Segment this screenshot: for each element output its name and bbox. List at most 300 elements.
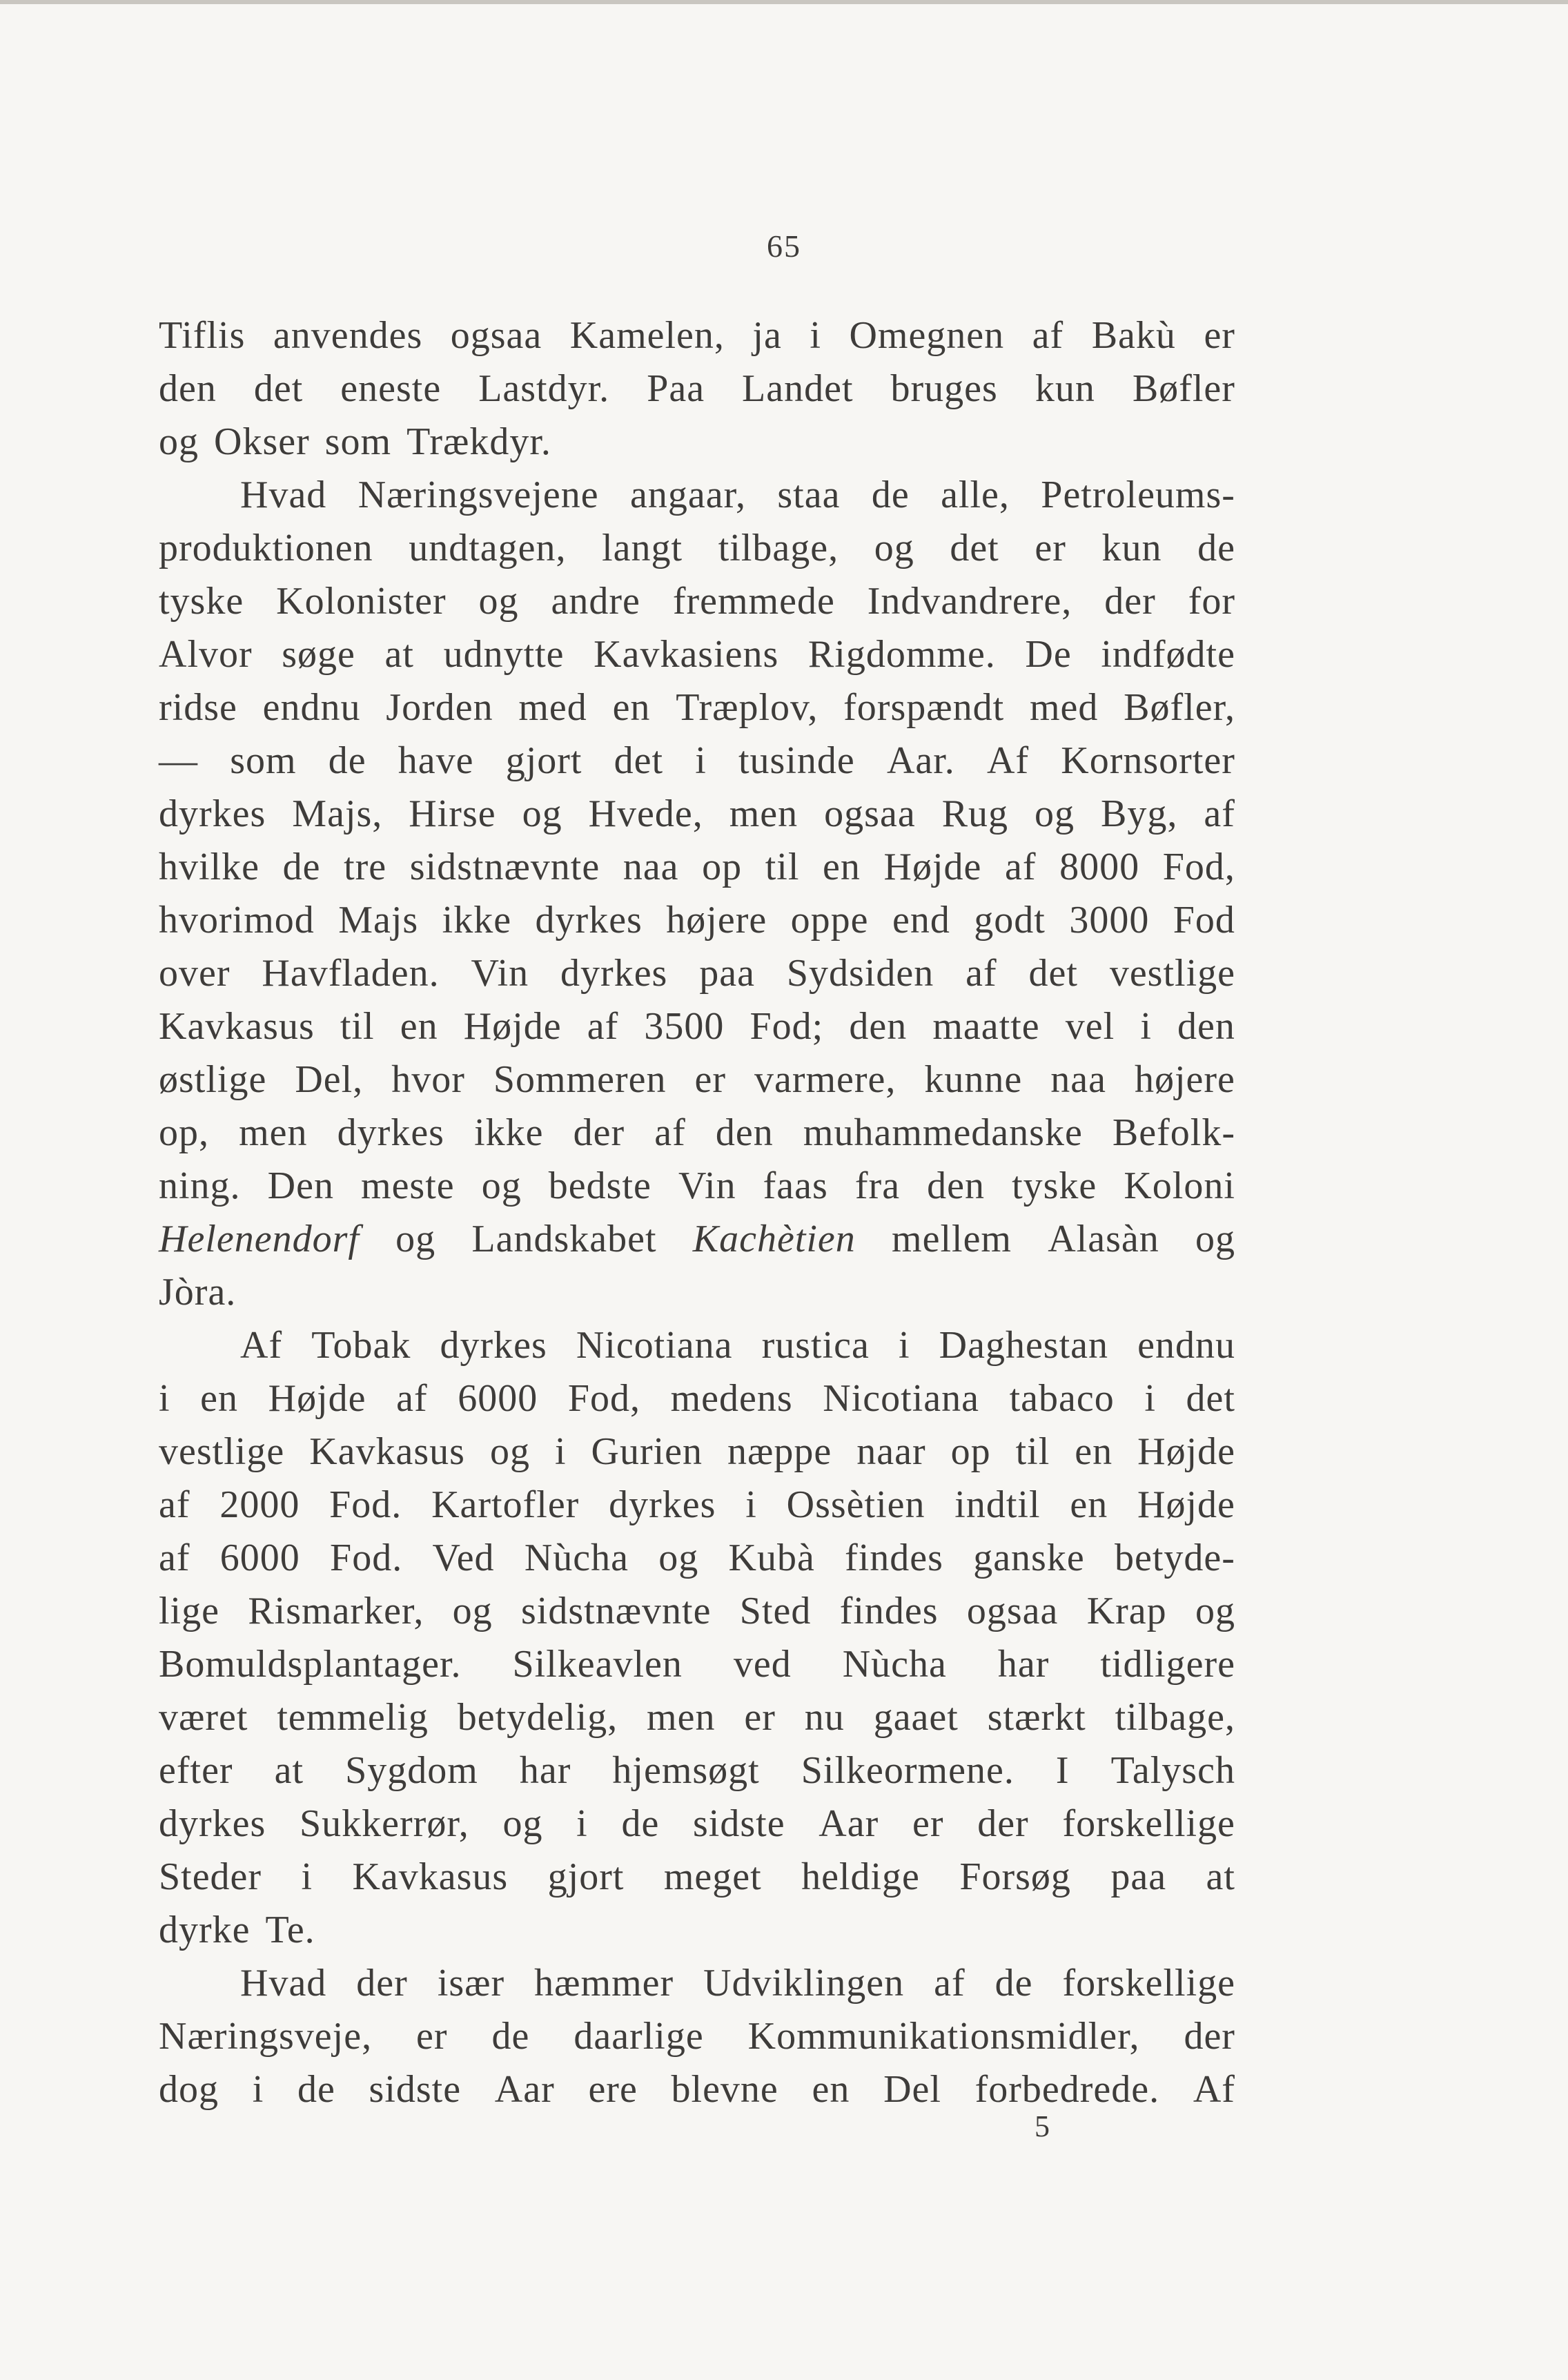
word: med (518, 686, 587, 729)
text-line (159, 681, 1235, 734)
word: Næringsvejene (357, 474, 599, 516)
text-line (159, 1585, 1235, 1638)
word: til (1015, 1430, 1050, 1473)
word: at (384, 633, 414, 676)
word: sidste (693, 1802, 785, 1845)
word: Fod (1173, 899, 1235, 942)
word: er (1204, 314, 1235, 357)
word: og (395, 1218, 436, 1260)
word: forbedrede. (974, 2068, 1160, 2111)
word: af (159, 1537, 190, 1579)
word: den (159, 367, 217, 410)
word: er (1035, 527, 1066, 569)
word: de (282, 846, 321, 888)
word: de (491, 2015, 530, 2058)
word: Tiflis (159, 314, 246, 357)
word: en (612, 686, 651, 729)
word: i (159, 1377, 170, 1420)
word: gjort (547, 1855, 625, 1898)
word: af (966, 952, 997, 995)
word: Bomuldsplantager. (159, 1643, 462, 1686)
word: dyrkes (159, 1802, 266, 1845)
word: gjort (505, 739, 582, 782)
word: endnu (262, 686, 361, 729)
word: Majs, (292, 792, 383, 835)
word: er (694, 1058, 726, 1101)
word: mellem (892, 1218, 1012, 1260)
word: en (400, 1005, 438, 1048)
word: Rug (941, 792, 1009, 835)
word: naar (856, 1430, 926, 1473)
word: rustica (761, 1324, 870, 1367)
word: Lastdyr. (478, 367, 610, 410)
word: Landskabet (471, 1218, 657, 1260)
word: 3500 (644, 1005, 725, 1048)
word: Fod. (330, 1537, 403, 1579)
word: er (416, 2015, 448, 2058)
word: Kubà (728, 1537, 815, 1579)
word: op, (159, 1111, 209, 1154)
word: Højde (463, 1005, 562, 1048)
word: Kamelen, (569, 314, 725, 357)
word: især (437, 1962, 505, 2005)
word: naa (623, 846, 679, 888)
word: Del (883, 2068, 941, 2111)
word: Indvandrere, (867, 580, 1072, 623)
word: alle, (941, 474, 1010, 516)
text-line (159, 894, 1235, 947)
word: hæmmer (534, 1962, 674, 2005)
word: i (554, 1430, 567, 1473)
word: 3000 (1069, 899, 1150, 942)
word: Hirse (409, 792, 496, 835)
word: Af (987, 739, 1030, 782)
word: i (301, 1855, 313, 1898)
word: indfødte (1101, 633, 1235, 676)
word: produktionen (159, 527, 373, 569)
word: en (812, 2068, 850, 2111)
text-line (159, 1160, 1235, 1213)
word: varmere, (754, 1058, 896, 1101)
word: til (765, 846, 800, 888)
word: og (1195, 1218, 1235, 1260)
word: at (1206, 1855, 1235, 1898)
signature-mark: 5 (1035, 2109, 1050, 2143)
text-line (159, 1266, 1235, 1319)
word: over (159, 952, 231, 995)
word: Kommunikationsmidler, (747, 2015, 1140, 2058)
word: ogsaa (824, 792, 916, 835)
word: Bøfler (1132, 367, 1235, 410)
word: langt (602, 527, 683, 569)
word: findes (839, 1590, 939, 1632)
word: forskellige (1062, 1962, 1235, 2005)
word: en (200, 1377, 239, 1420)
word: I (1055, 1749, 1070, 1792)
word: Fod, (1162, 846, 1235, 888)
word: Nicotiana (823, 1377, 979, 1420)
word: undtagen, (409, 527, 567, 569)
word: og (1035, 792, 1075, 835)
word: forspændt (843, 686, 1005, 729)
word: Jorden (386, 686, 493, 729)
word: have (398, 739, 474, 782)
word: medens (670, 1377, 793, 1420)
word: Byg, (1101, 792, 1178, 835)
word: Trækdyr. (406, 420, 551, 463)
word: af (587, 1005, 619, 1048)
word: i (898, 1324, 910, 1367)
word: dyrkes (159, 792, 266, 835)
word: Gurien (591, 1430, 703, 1473)
word: Te. (265, 1909, 315, 1951)
word: Fod. (329, 1483, 402, 1526)
text-line (159, 788, 1235, 841)
word: af (934, 1962, 966, 2005)
word: dog (159, 2068, 219, 2111)
word: Bakù (1091, 314, 1176, 357)
word: men (647, 1696, 716, 1739)
word: af (1204, 792, 1235, 835)
word: der (356, 1962, 408, 2005)
word: blevne (671, 2068, 778, 2111)
word: vestlige (159, 1430, 285, 1473)
word: i (745, 1483, 757, 1526)
word: ikke (474, 1111, 544, 1154)
word: forskellige (1062, 1802, 1235, 1845)
word: hvorimod (159, 899, 315, 942)
word: ridse (159, 686, 237, 729)
word: Højde (268, 1377, 366, 1420)
word: Bøfler, (1124, 686, 1235, 729)
word: en (823, 846, 861, 888)
word: vestlige (1109, 952, 1235, 995)
word: Udviklingen (703, 1962, 905, 2005)
word: ogsaa (450, 314, 542, 357)
word: daarlige (574, 2015, 704, 2058)
text-line (159, 1691, 1235, 1744)
word: Nùcha (842, 1643, 947, 1686)
word: i (252, 2068, 264, 2111)
word: dyrkes (535, 899, 643, 942)
text-line (159, 362, 1235, 416)
word: staa (777, 474, 841, 516)
word: meste (361, 1164, 455, 1207)
word: har (997, 1643, 1050, 1686)
word: til (340, 1005, 375, 1048)
word: højere (1134, 1058, 1235, 1101)
word: lige (159, 1590, 219, 1632)
word: af (159, 1483, 190, 1526)
word: kun (1101, 527, 1162, 569)
word: 6000 (219, 1537, 300, 1579)
word: i (1144, 1377, 1156, 1420)
word: den (715, 1111, 774, 1154)
word: Kavkasus (352, 1855, 509, 1898)
word: anvendes (273, 314, 423, 357)
word: oppe (790, 899, 869, 942)
word: der (1104, 580, 1156, 623)
word: at (274, 1749, 304, 1792)
word: 2000 (219, 1483, 300, 1526)
word: Hvede, (588, 792, 703, 835)
word: østlige (159, 1058, 267, 1101)
word: naa (1050, 1058, 1106, 1101)
word: tyske (159, 580, 244, 623)
word: sidstnævnte (521, 1590, 712, 1632)
word: Jòra. (159, 1271, 237, 1314)
word: de (871, 474, 910, 516)
word: findes (845, 1537, 943, 1579)
word: Den (267, 1164, 334, 1207)
word: dyrkes (337, 1111, 444, 1154)
word: der (977, 1802, 1029, 1845)
word: er (744, 1696, 776, 1739)
word: sidste (369, 2068, 462, 2111)
word: paa (1110, 1855, 1167, 1898)
word: udnytte (443, 633, 565, 676)
word: det (614, 739, 664, 782)
word: paa (699, 952, 755, 995)
word: Ved (432, 1537, 495, 1579)
word: Sukkerrør, (300, 1802, 469, 1845)
word: men (239, 1111, 308, 1154)
text-line (159, 1213, 1235, 1266)
word: og (452, 1590, 493, 1632)
word: bedste (548, 1164, 651, 1207)
text-line (159, 1638, 1235, 1691)
word: ved (733, 1643, 792, 1686)
text-line (159, 575, 1235, 628)
word: af (1032, 314, 1064, 357)
word: angaar, (630, 474, 746, 516)
word: og (481, 1164, 522, 1207)
word: de (328, 739, 366, 782)
text-line (159, 947, 1235, 1000)
word: muhammedanske (803, 1111, 1083, 1154)
word: Steder (159, 1855, 262, 1898)
word: Nicotiana (576, 1324, 733, 1367)
word: Sted (739, 1590, 812, 1632)
word: Aar (819, 1802, 879, 1845)
word: Silkeormene. (801, 1749, 1015, 1792)
word: Alasàn (1048, 1218, 1159, 1260)
text-line (159, 841, 1235, 894)
word: og (489, 1430, 530, 1473)
word: Højde (883, 846, 982, 888)
word: som (324, 420, 392, 463)
word: Nùcha (524, 1537, 629, 1579)
word: og (159, 420, 199, 463)
word: Fod; (749, 1005, 824, 1048)
word: Koloni (1124, 1164, 1235, 1207)
word: Helenendorf (159, 1218, 360, 1260)
word: ganske (973, 1537, 1085, 1579)
word: Del, (295, 1058, 364, 1101)
text-line (159, 1053, 1235, 1106)
word: og (874, 527, 914, 569)
word: er (912, 1802, 944, 1845)
word: temmelig (277, 1696, 429, 1739)
word: Hvad (240, 1962, 327, 2005)
word: tre (344, 846, 387, 888)
text-line (159, 416, 1235, 469)
word: Kavkasus (309, 1430, 465, 1473)
text-line (159, 1479, 1235, 1532)
word: Befolk- (1112, 1111, 1235, 1154)
word: Petroleums- (1041, 474, 1235, 516)
text-line (159, 469, 1235, 522)
word: hvilke (159, 846, 259, 888)
word: 8000 (1059, 846, 1140, 888)
word: Ossètien (786, 1483, 925, 1526)
word: op (702, 846, 743, 888)
word: af (396, 1377, 428, 1420)
word: som (230, 739, 297, 782)
word: godt (974, 899, 1046, 942)
word: Sydsiden (786, 952, 934, 995)
word: det (1186, 1377, 1235, 1420)
word: den (927, 1164, 985, 1207)
word: dyrkes (609, 1483, 716, 1526)
word: Tobak (311, 1324, 411, 1367)
word: Okser (214, 420, 310, 463)
word: indtil (954, 1483, 1041, 1526)
word: med (1029, 686, 1099, 729)
word: Daghestan (939, 1324, 1108, 1367)
word: ogsaa (966, 1590, 1059, 1632)
word: Af (1193, 2068, 1235, 2111)
word: 6000 (458, 1377, 538, 1420)
word: dyrkes (440, 1324, 547, 1367)
word: Hvad (240, 474, 327, 516)
word: Silkeavlen (512, 1643, 683, 1686)
word: de (1197, 527, 1235, 569)
word: Paa (647, 367, 705, 410)
word: og (522, 792, 562, 835)
word: dyrke (159, 1909, 251, 1951)
word: Krap (1086, 1590, 1167, 1632)
word: Kachètien (692, 1218, 856, 1260)
word: Aar. (886, 739, 955, 782)
word: tilbage, (1115, 1696, 1235, 1739)
word: betyde- (1114, 1537, 1235, 1579)
text-line (159, 2063, 1235, 2116)
word: højere (666, 899, 767, 942)
text-line (159, 1372, 1235, 1425)
word: Sygdom (345, 1749, 478, 1792)
page-top-edge (0, 0, 1568, 4)
word: Landet (742, 367, 854, 410)
word: den (1177, 1005, 1235, 1048)
word: Rismarker, (248, 1590, 424, 1632)
word: i (576, 1802, 588, 1845)
text-line (159, 1106, 1235, 1160)
word: ning. (159, 1164, 241, 1207)
word: en (1075, 1430, 1113, 1473)
text-line (159, 1425, 1235, 1479)
word: — (159, 739, 198, 782)
word: heldige (801, 1855, 920, 1898)
body-text (159, 309, 1235, 2116)
text-line (159, 2010, 1235, 2063)
word: tilbage, (718, 527, 839, 569)
word: Vin (471, 952, 529, 995)
word: Højde (1137, 1430, 1235, 1473)
word: det (1028, 952, 1078, 995)
word: det (253, 367, 304, 410)
word: en (1070, 1483, 1108, 1526)
word: Majs (338, 899, 419, 942)
word: det (950, 527, 999, 569)
word: i (1140, 1005, 1152, 1048)
word: Omegnen (849, 314, 1005, 357)
word: kun (1035, 367, 1095, 410)
word: ikke (442, 899, 512, 942)
word: i (810, 314, 821, 357)
word: og (478, 580, 519, 623)
word: end (892, 899, 950, 942)
word: stærkt (987, 1696, 1086, 1739)
word: maatte (932, 1005, 1040, 1048)
text-line (159, 1532, 1235, 1585)
word: Havfladen. (262, 952, 440, 995)
word: endnu (1137, 1324, 1235, 1367)
word: dyrkes (560, 952, 668, 995)
word: Kartofler (431, 1483, 580, 1526)
word: tabaco (1009, 1377, 1115, 1420)
word: eneste (340, 367, 442, 410)
word: de (297, 2068, 335, 2111)
word: Talysch (1110, 1749, 1235, 1792)
word: hvor (391, 1058, 465, 1101)
word: Forsøg (959, 1855, 1071, 1898)
text-line (159, 1744, 1235, 1797)
word: næppe (727, 1430, 832, 1473)
text-line (159, 1000, 1235, 1053)
word: Vin (678, 1164, 736, 1207)
word: og (658, 1537, 699, 1579)
word: sidstnævnte (409, 846, 600, 888)
word: Alvor (159, 633, 253, 676)
word: betydelig, (457, 1696, 618, 1739)
word: Aar (494, 2068, 555, 2111)
word: Kavkasiens (594, 633, 779, 676)
word: andre (551, 580, 640, 623)
text-line (159, 628, 1235, 681)
word: Træplov, (676, 686, 819, 729)
word: Af (240, 1324, 283, 1367)
text-line (159, 1957, 1235, 2010)
word: af (1004, 846, 1037, 888)
word: Højde (1137, 1483, 1235, 1526)
text-line (159, 1797, 1235, 1851)
word: i (695, 739, 707, 782)
word: De (1025, 633, 1072, 676)
word: Næringsveje, (159, 2015, 373, 2058)
word: Kavkasus (159, 1005, 315, 1048)
word: den (849, 1005, 908, 1048)
word: af (654, 1111, 686, 1154)
word: vel (1065, 1005, 1115, 1048)
word: søge (282, 633, 355, 676)
word: faas (763, 1164, 828, 1207)
word: men (729, 792, 798, 835)
word: tidligere (1100, 1643, 1235, 1686)
word: tyske (1012, 1164, 1097, 1207)
word: de (994, 1962, 1033, 2005)
word: op (950, 1430, 991, 1473)
